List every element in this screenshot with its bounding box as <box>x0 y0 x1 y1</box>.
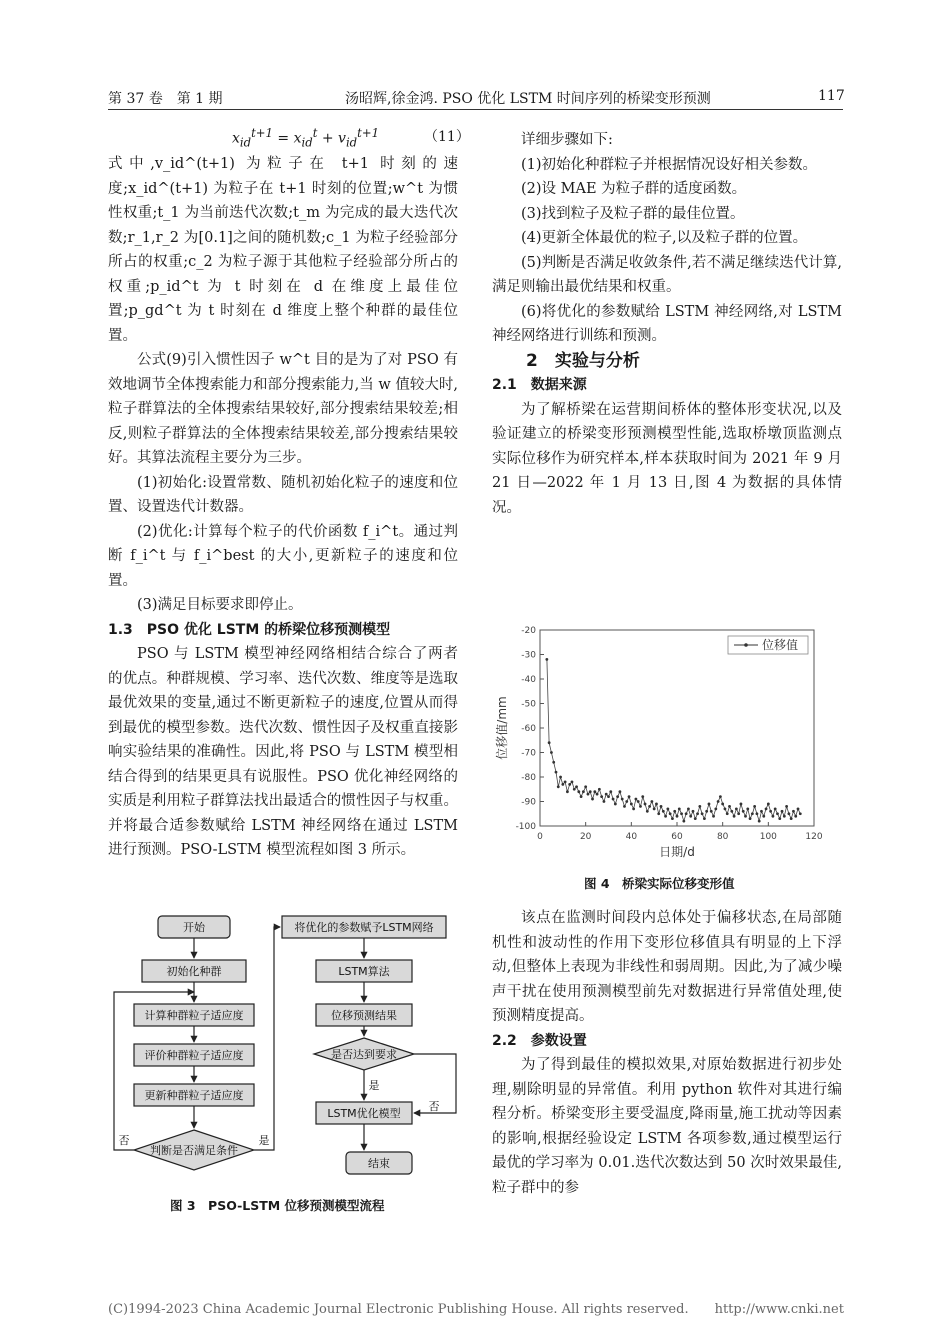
data-point <box>552 761 555 764</box>
flow-end-label: 结束 <box>368 1157 390 1170</box>
data-point <box>726 812 729 815</box>
data-point <box>717 800 720 803</box>
flow-lstm-label: LSTM算法 <box>338 965 390 978</box>
flow-result-label: 位移预测结果 <box>331 1009 397 1022</box>
step-optimize: (2)优化:计算每个粒子的代价函数 f_i^t。通过判断 f_i^t 与 f_i^best 的大小,更新粒子的速度和位置。 <box>108 523 458 589</box>
data-point <box>609 790 612 793</box>
data-point <box>577 790 580 793</box>
data-point <box>584 785 587 788</box>
y-tick-label: -90 <box>521 797 536 808</box>
flow-eval-label: 评价种群粒子适应度 <box>144 1049 244 1062</box>
data-point <box>703 817 706 820</box>
data-point <box>676 815 679 818</box>
flow-no2-label: 否 <box>428 1100 440 1113</box>
data-point <box>783 815 786 818</box>
data-point <box>619 790 622 793</box>
data-point <box>687 807 690 810</box>
flow-yes2-label: 是 <box>368 1079 380 1092</box>
step-stop: (3)满足目标要求即停止。 <box>137 597 303 613</box>
data-point <box>646 810 649 813</box>
data-point <box>678 807 681 810</box>
data-point <box>708 803 711 806</box>
x-tick-label: 120 <box>805 832 823 842</box>
flowchart-figure-3 <box>108 908 463 1188</box>
data-point <box>648 805 651 808</box>
data-point <box>635 798 638 801</box>
flow-yes-label: 是 <box>258 1134 270 1147</box>
paragraph-analysis: 该点在监测时间段内总体处于偏移状态,在局部随机性和波动性的作用下变形位移值具有明显的上下浮动,但整体上表现为非线性和弱周期。因此,为了减少噪声干扰在使用预测模型前先对数据进行异常值处理,使预测精度提高。 <box>492 910 842 1024</box>
data-point <box>733 815 736 818</box>
right-column-bottom <box>492 906 842 1200</box>
data-point <box>660 805 663 808</box>
data-point <box>568 783 571 786</box>
step-1: (1)初始化种群粒子并根据情况设好相关参数。 <box>521 156 818 173</box>
section-2-1-heading: 2.1 数据来源 <box>492 377 587 393</box>
equation-11: $x_{id}^{t+1} = x_{id}^t + v_{id}^{t+1}$ <box>232 126 380 150</box>
data-point <box>669 812 672 815</box>
data-point <box>772 815 775 818</box>
data-point <box>778 817 781 820</box>
figure-4-caption: 图 4 桥梁实际位移变形值 <box>584 876 735 891</box>
data-point <box>559 776 562 779</box>
data-point <box>685 812 688 815</box>
data-point <box>767 803 770 806</box>
y-tick-label: -20 <box>521 626 536 636</box>
data-point <box>794 815 797 818</box>
data-point <box>774 807 777 810</box>
data-point <box>630 803 633 806</box>
data-point <box>751 812 754 815</box>
data-point <box>653 807 656 810</box>
data-point <box>740 803 743 806</box>
data-point <box>758 820 761 823</box>
y-tick-label: -100 <box>515 822 536 832</box>
data-point <box>557 785 560 788</box>
y-tick-label: -70 <box>521 748 536 759</box>
data-point <box>571 781 574 784</box>
x-tick-label: 20 <box>579 832 592 842</box>
flow-opt-label: LSTM优化模型 <box>327 1107 401 1120</box>
flow-calc-label: 计算种群粒子适应度 <box>144 1009 244 1022</box>
legend-label: 位移值 <box>762 638 799 652</box>
data-point <box>545 658 548 661</box>
page-number: 117 <box>818 88 845 104</box>
data-point <box>605 793 608 796</box>
step-init: (1)初始化:设置常数、随机初始化粒子的速度和位置、设置迭代计数器。 <box>108 474 458 515</box>
data-point <box>696 812 699 815</box>
running-title: 汤昭辉,徐金鸿. PSO 优化 LSTM 时间序列的桥梁变形预测 <box>345 91 711 107</box>
data-point <box>797 807 800 810</box>
copyright-footer: (C)1994-2023 China Academic Journal Electronic Publishing House. All rights reserved. http://www.cnki.net <box>108 1302 844 1317</box>
y-axis-label: 位移值/mm <box>495 696 509 760</box>
flow-start-label: 开始 <box>183 921 205 934</box>
data-point <box>593 790 596 793</box>
data-point <box>621 798 624 801</box>
data-point <box>671 817 674 820</box>
flow-reach-label: 是否达到要求 <box>331 1048 397 1061</box>
paragraph-variables: 式中,v_id^(t+1) 为粒子在 t+1 时刻的速度;x_id^(t+1) 为粒子在 t+1 时刻的位置;w^t 为惯性权重;t_1 为当前迭代次数;t_m 为完成的最大迭代次数;r_1,r_2 为[0.1]之间的随机数;c_1 为粒子经验部分所占的权重;c_2 为粒子源于其他粒子经验部分所占的权重;p_id^t 为 t 时刻在 d 在维度上最佳位置;p_gd^t 为 t 时刻在 d 维度上整个种群的最佳位置。 <box>108 156 458 344</box>
paragraph-inertia: 公式(9)引入惯性因子 w^t 目的是为了对 PSO 有效地调节全体搜索能力和部分搜索能力,当 w 值较大时,粒子群算法的全体搜索结果较好,部分搜索结果较差;相反,则粒子群算法的全体搜索结果较差,部分搜索结果较好。其算法流程主要分为三步。 <box>108 352 458 466</box>
data-point <box>548 741 551 744</box>
data-point <box>721 803 724 806</box>
data-point <box>698 805 701 808</box>
data-point <box>710 810 713 813</box>
data-point <box>692 810 695 813</box>
data-point <box>730 810 733 813</box>
data-point <box>737 812 740 815</box>
data-point <box>742 810 745 813</box>
data-point <box>644 803 647 806</box>
data-point <box>625 800 628 803</box>
data-point <box>587 793 590 796</box>
data-point <box>664 815 667 818</box>
section-2-heading: 2 实验与分析 <box>526 350 640 371</box>
data-point <box>575 785 578 788</box>
data-point <box>705 810 708 813</box>
data-point <box>573 788 576 791</box>
y-tick-label: -60 <box>521 724 536 734</box>
data-point <box>614 803 617 806</box>
data-point <box>719 795 722 798</box>
data-point <box>637 800 640 803</box>
data-point <box>596 793 599 796</box>
data-point <box>682 820 685 823</box>
data-point <box>555 771 558 774</box>
step-5: (5)判断是否满足收敛条件,若不满足继续迭代计算,满足则输出最优结果和权重。 <box>492 254 842 295</box>
data-point <box>689 815 692 818</box>
data-point <box>650 800 653 803</box>
data-point <box>744 815 747 818</box>
flow-update-label: 更新种群粒子适应度 <box>144 1089 244 1102</box>
x-tick-label: 40 <box>625 832 638 842</box>
data-point <box>787 812 790 815</box>
data-point <box>799 812 802 815</box>
data-point <box>580 795 583 798</box>
flow-init-label: 初始化种群 <box>166 965 222 978</box>
data-point <box>623 805 626 808</box>
equation-number: （11） <box>424 129 470 145</box>
data-point <box>728 805 731 808</box>
data-point <box>760 810 763 813</box>
x-tick-label: 60 <box>671 832 683 842</box>
data-point <box>712 815 715 818</box>
data-point <box>641 795 644 798</box>
chart-figure-4 <box>492 620 842 866</box>
data-point <box>600 795 603 798</box>
y-tick-label: -40 <box>521 675 536 685</box>
data-point <box>714 807 717 810</box>
data-point <box>598 788 601 791</box>
data-point <box>582 790 585 793</box>
data-point <box>612 798 615 801</box>
flow-no-label: 否 <box>118 1134 130 1147</box>
data-point <box>550 751 553 754</box>
data-point <box>673 810 676 813</box>
x-tick-label: 100 <box>759 832 777 842</box>
y-tick-label: -50 <box>521 699 536 710</box>
data-point <box>724 807 727 810</box>
data-point <box>607 795 610 798</box>
data-point <box>765 807 768 810</box>
data-point <box>564 781 567 784</box>
section-2-2-heading: 2.2 参数设置 <box>492 1032 587 1049</box>
figure-3-caption: 图 3 PSO-LSTM 位移预测模型流程 <box>170 1198 385 1213</box>
data-point <box>666 807 669 810</box>
data-point <box>762 815 765 818</box>
data-point <box>639 805 642 808</box>
data-point <box>781 810 784 813</box>
data-point <box>657 812 660 815</box>
right-column-top <box>492 128 842 520</box>
y-tick-label: -80 <box>521 773 536 783</box>
step-4: (4)更新全体最优的粒子,以及粒子群的位置。 <box>521 230 808 246</box>
x-axis-label: 日期/d <box>659 845 695 859</box>
data-point <box>749 817 752 820</box>
paragraph-params: 为了得到最佳的模拟效果,对原始数据进行初步处理,剔除明显的异常值。利用 python 软件对其进行编程分析。桥梁变形主要受温度,降雨量,施工扰动等因素的影响,根据经验设定 LSTM 各项参数,通过模型运行最优的学习率为 0.01.迭代次数达到 50 次时效果最佳,粒子群中的参 <box>492 1057 842 1196</box>
legend-marker <box>744 643 748 647</box>
data-point <box>792 810 795 813</box>
data-point <box>769 810 772 813</box>
paragraph-data-source: 为了解桥梁在运营期间桥体的整体形变状况,以及验证建立的桥梁变形预测模型性能,选取桥墩顶监测点实际位移作为研究样本,样本获取时间为 2021 年 9 月 21 日—2022 年 1 月 13 日,图 4 为数据的具体情况。 <box>492 401 842 516</box>
data-point <box>632 807 635 810</box>
data-point <box>756 812 759 815</box>
data-point <box>785 805 788 808</box>
data-point <box>701 812 704 815</box>
data-point <box>628 795 631 798</box>
x-tick-label: 0 <box>537 832 543 842</box>
data-point <box>616 795 619 798</box>
header-rule <box>108 109 843 110</box>
flow-judge-label: 判断是否满足条件 <box>150 1144 238 1157</box>
data-point <box>694 817 697 820</box>
data-point <box>753 805 756 808</box>
data-point <box>776 812 779 815</box>
series-line <box>547 659 800 821</box>
data-point <box>566 790 569 793</box>
step-2: (2)设 MAE 为粒子群的适度函数。 <box>521 181 747 197</box>
journal-volume: 第 37 卷 第 1 期 <box>108 91 223 107</box>
flow-assign-label: 将优化的参数赋予LSTM网络 <box>294 921 434 934</box>
y-tick-label: -30 <box>521 650 536 661</box>
data-point <box>589 790 592 793</box>
data-point <box>655 803 658 806</box>
data-point <box>591 798 594 801</box>
x-tick-label: 80 <box>716 832 729 842</box>
data-point <box>746 807 749 810</box>
data-point <box>561 783 564 786</box>
data-point <box>603 800 606 803</box>
steps-intro: 详细步骤如下: <box>521 132 613 148</box>
data-point <box>680 812 683 815</box>
paragraph-pso-lstm: PSO 与 LSTM 模型神经网络相结合综合了两者的优点。种群规模、学习率、迭代次数、维度等是选取最优效果的变量,通过不断更新粒子的速度,位置从而得到最优的模型参数。迭代次数、惯性因子及权重直接影响实验结果的准确性。因此,将 PSO 与 LSTM 模型相结合得到的结果更具有说服性。PSO 优化神经网络的实质是利用粒子群算法找出最适合的惯性因子与权重。并将最合适参数赋给 LSTM 神经网络在通过 LSTM 进行预测。PSO-LSTM 模型流程如图 3 所示。 <box>108 646 458 858</box>
data-point <box>790 817 793 820</box>
data-point <box>662 810 665 813</box>
data-point <box>735 807 738 810</box>
section-1-3-heading: 1.3 PSO 优化 LSTM 的桥梁位移预测模型 <box>108 621 391 638</box>
step-6: (6)将优化的参数赋给 LSTM 神经网络,对 LSTM 神经网络进行训练和预测。 <box>492 303 842 344</box>
left-column <box>108 152 458 863</box>
step-3: (3)找到粒子及粒子群的最佳位置。 <box>521 205 745 222</box>
